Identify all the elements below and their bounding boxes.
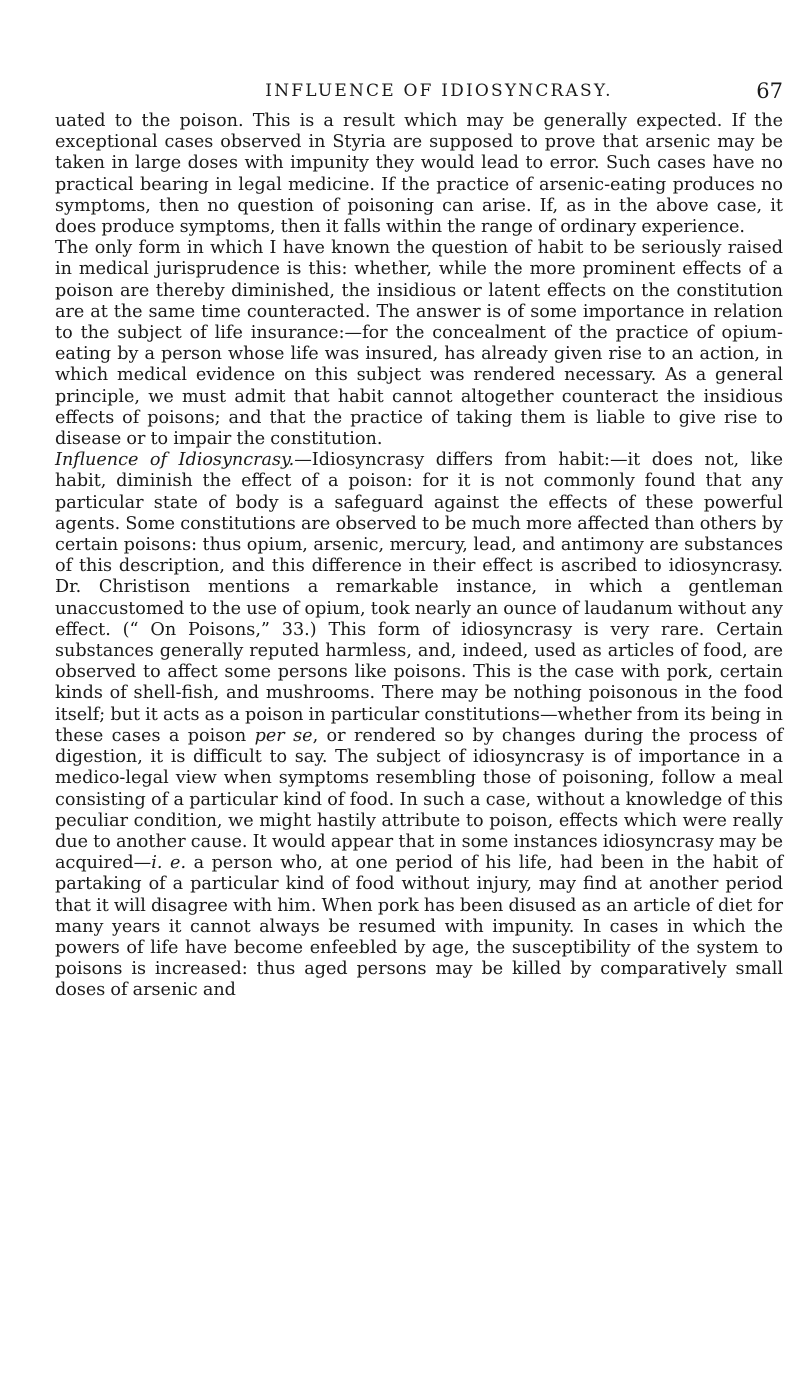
running-head — [55, 76, 783, 106]
paragraph-text-part-a: —Idiosyncrasy differs from habit:—it does not, like habit, diminish the effect of a poison: for it is not commonly found that any particular state of body is a safeguard against the effects of these powerful agents. Some constitutions are observed to be much more affected than others by certain poisons: thus opium, arsenic, mercury, lead, and antimony are substances of this description, and this difference in their effect is ascribed to idiosyncrasy. Dr. Christison mentions a remarkable instance, in which a gentleman unaccustomed to the use of opium, took nearly an ounce of laudanum without any effect. (“ On Poisons,” 33.) This form of idiosyncrasy is very rare. Certain substances generally reputed harmless, and, indeed, used as articles of food, are observed to affect some persons like poisons. This is the case with pork, certain kinds of shell-fish, and mushrooms. There may be nothing poisonous in the food itself; but it acts as a poison in particular constitutions—whether from its being in these cases a poison — [55, 450, 783, 746]
running-title: INFLUENCE OF IDIOSYNCRASY. — [265, 81, 613, 101]
section-heading-italic: Influence of Idiosyncrasy. — [55, 450, 295, 471]
body-text — [55, 111, 783, 1002]
paragraph-text-part-c: a person who, at one period of his life, had been in the habit of partaking of a particular kind of food without injury, may find at another period that it will disagree with him. When pork has been disused as an article of diet for many years it cannot always be resumed with impunity. In cases in which the powers of life have become enfeebled by age, the susceptibility of the system to poisons is increased: thus aged persons may be killed by comparatively small doses of arsenic and — [55, 853, 784, 1001]
paragraph-idiosyncrasy — [55, 450, 783, 1001]
page-number: 67 — [756, 79, 783, 103]
paragraph-habit-question: The only form in which I have known the question of habit to be seriously raised in medical jurisprudence is this: whether, while the more prominent effects of a poison are thereby diminished, the insidious or latent effects on the constitution are at the same time counteracted. The answer is of some importance in relation to the subject of life insurance:—for the concealment of the practice of opium-eating by a person whose life was insured, has already given rise to an action, in which medical evidence on this subject was rendered necessary. As a general principle, we must admit that habit cannot altogether counteract the insidious effects of poisons; and that the practice of taking them is liable to give rise to disease or to impair the constitution. — [55, 238, 783, 450]
italic-per-se: per se — [254, 725, 313, 746]
italic-ie: i. e. — [151, 853, 187, 874]
paragraph-continuation: uated to the poison. This is a result which may be generally expected. If the exceptional cases observed in Styria are supposed to prove that arsenic may be taken in large doses with impunity they would lead to error. Such cases have no practical bearing in legal medicine. If the practice of arsenic-eating produces no symptoms, then no question of poisoning can arise. If, as in the above case, it does produce symptoms, then it falls within the range of ordinary experience. — [55, 111, 783, 238]
paragraph-text-part-b: , or rendered so by changes during the process of digestion, it is difficult to say. The subject of idiosyncrasy is of importance in a medico-legal view when symptoms resembling those of poisoning, follow a meal consisting of a particular kind of food. In such a case, without a knowledge of this peculiar condition, we might hastily attribute to poison, effects which were really due to another cause. It would appear that in some instances idiosyncrasy may be acquired— — [55, 725, 783, 874]
